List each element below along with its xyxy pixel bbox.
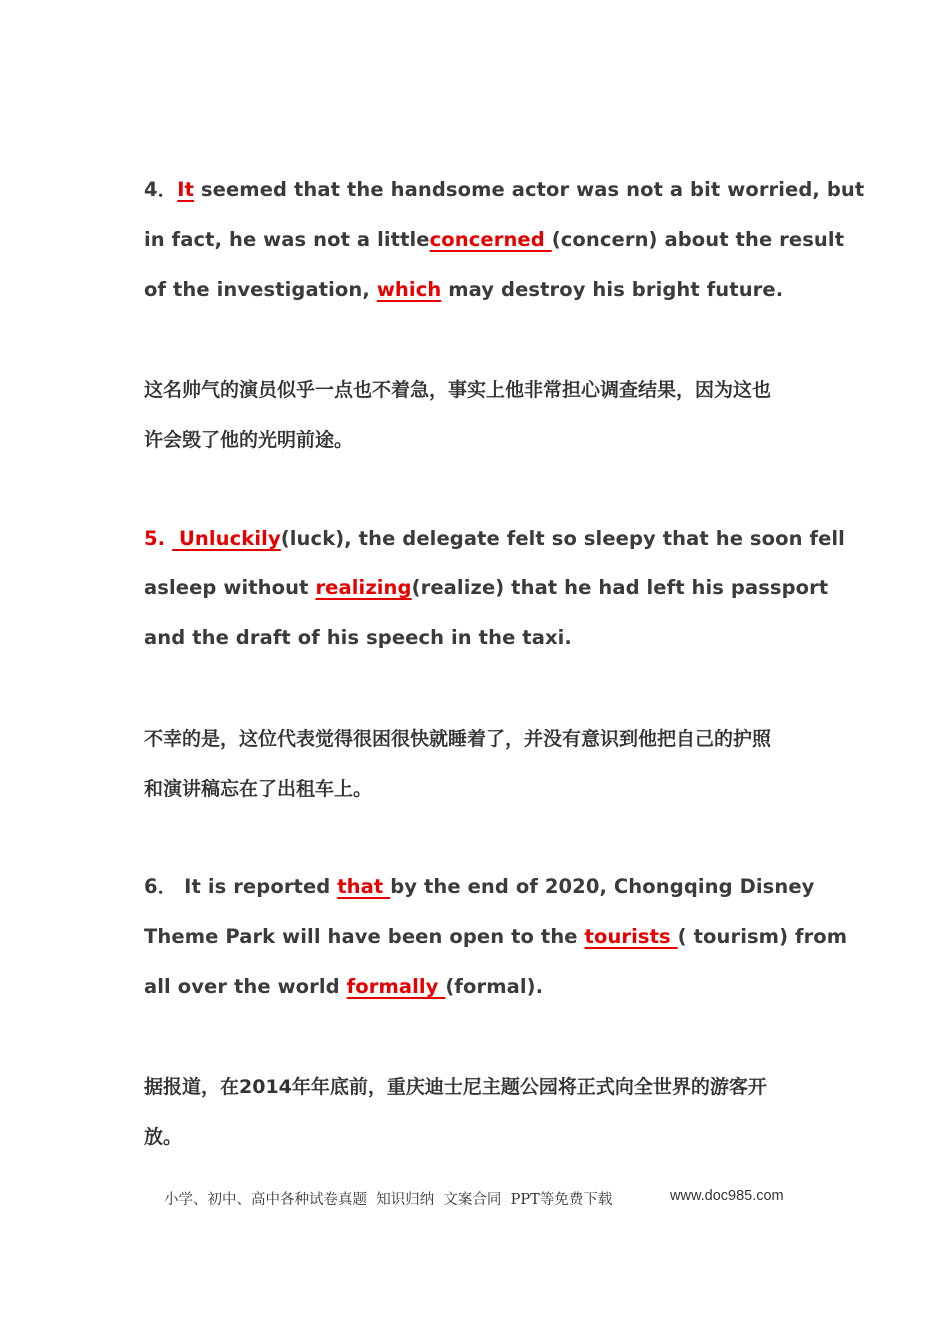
q4-text-1: seemed that the handsome actor was not a bit worried, but — [194, 178, 865, 201]
q6-text-2b: ( tourism) from — [677, 925, 848, 948]
q4-text-2b: (concern) about the result — [551, 228, 845, 251]
footer-text: 小学、初中、高中各种试卷真题 知识归纳 文案合同 PPT等免费下载 — [164, 1192, 613, 1208]
q5-text-2a: asleep without — [144, 576, 316, 599]
q4-text-3b: may destroy his bright future. — [441, 278, 784, 301]
q6-answer-3: formally — [346, 975, 446, 998]
q5-line-2 — [144, 574, 829, 602]
page-footer — [164, 1188, 864, 1214]
q6-number: 6． — [144, 875, 178, 898]
q4-translation-1: 这名帅气的演员似乎一点也不着急，事实上他非常担心调查结果，因为这也 — [144, 379, 772, 401]
q6-text-3a: all over the world — [144, 975, 347, 998]
q6-line-3 — [144, 973, 824, 1001]
q6-translation-1: 据报道，在2014年年底前，重庆迪士尼主题公园将正式向全世界的游客开 — [144, 1076, 767, 1098]
q5-text-1: (luck), the delegate felt so sleepy that he soon fell — [280, 527, 845, 550]
q5-number: 5. — [144, 527, 173, 550]
q4-line-3 — [144, 276, 824, 304]
q5-translation-2: 和演讲稿忘在了出租车上。 — [144, 778, 373, 800]
q4-text-3a: of the investigation, — [144, 278, 377, 301]
q5-line-1 — [144, 525, 845, 553]
q4-answer-2: concerned — [429, 228, 552, 251]
q4-line-2 — [144, 226, 845, 254]
q4-answer-1: It — [177, 178, 195, 201]
q6-text-1a: It is reported — [177, 875, 338, 898]
q6-text-3b: (formal). — [445, 975, 544, 998]
q4-text-2a: in fact, he was not a little — [144, 228, 430, 251]
q6-line-1 — [144, 873, 824, 901]
q4-answer-3: which — [376, 278, 442, 301]
q6-translation-2: 放。 — [144, 1126, 183, 1148]
footer-site-link[interactable]: www.doc985.com — [670, 1188, 784, 1204]
q5-answer-1: Unluckily — [172, 527, 281, 550]
q4-translation-2: 许会毁了他的光明前途。 — [144, 429, 354, 451]
q6-line-2 — [144, 923, 848, 951]
q6-text-1b: by the end of 2020, Chongqing Disney — [390, 875, 815, 898]
q5-translation-1: 不幸的是，这位代表觉得很困很快就睡着了，并没有意识到他把自己的护照 — [144, 728, 772, 750]
q4-number: 4． — [144, 178, 178, 201]
q6-text-2a: Theme Park will have been open to the — [144, 925, 585, 948]
q6-answer-1: that — [337, 875, 391, 898]
q5-line-3: and the draft of his speech in the taxi. — [144, 626, 572, 649]
q5-answer-2: realizing — [315, 576, 412, 599]
q6-answer-2: tourists — [584, 925, 678, 948]
q4-line-1 — [144, 176, 865, 204]
q5-text-2b: (realize) that he had left his passport — [411, 576, 829, 599]
